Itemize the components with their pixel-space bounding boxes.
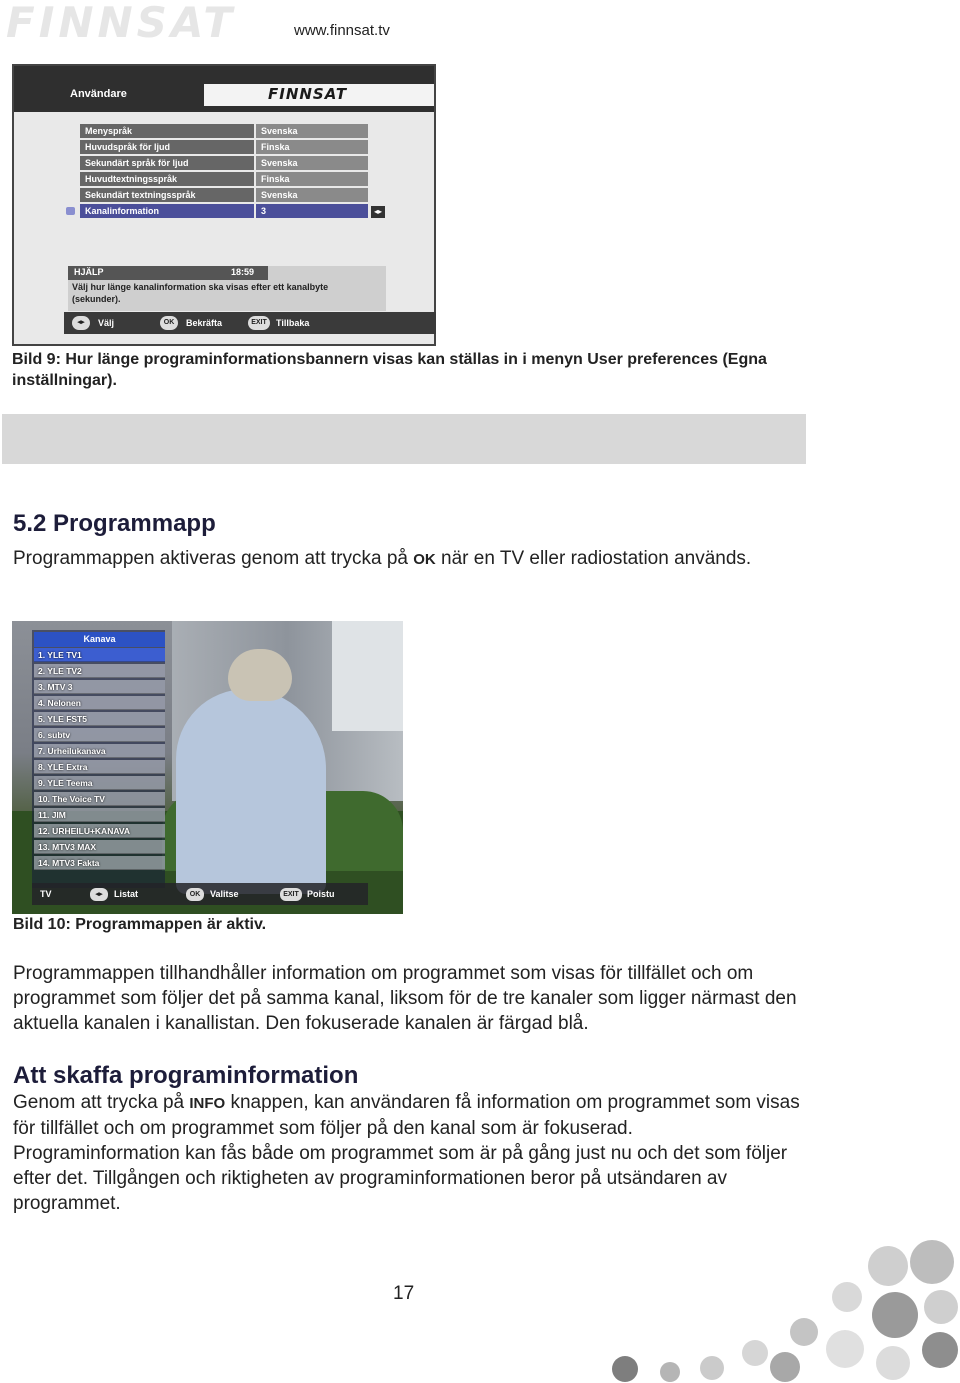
menu-row[interactable] [80, 156, 368, 170]
ok-key-label: OK [413, 551, 436, 568]
channel-item[interactable]: 5. YLE FST5 [34, 712, 165, 726]
value-arrows-icon[interactable]: ◂▸ [371, 206, 385, 218]
footer-select-label: Valitse [210, 889, 239, 899]
footer-mode-label: TV [40, 889, 52, 899]
footer-exit-label: Poistu [307, 889, 335, 899]
website-url: www.finnsat.tv [294, 22, 390, 39]
exit-button-icon[interactable]: EXIT [280, 888, 302, 901]
footer-select-label: Välj [98, 318, 115, 328]
channel-item[interactable]: 14. MTV3 Fakta [34, 856, 165, 870]
channel-item[interactable]: 11. JIM [34, 808, 165, 822]
channel-item-selected[interactable]: 1. YLE TV1 [34, 648, 165, 662]
menu-brand: FINNSAT [268, 85, 348, 103]
info-key-label: INFO [189, 1095, 226, 1112]
menu-row-label: Sekundärt textningsspråk [80, 188, 254, 202]
section-intro [13, 546, 793, 572]
intro-text-after: när en TV eller radiostation används. [435, 548, 752, 569]
p3-text-after: knappen, kan användaren få information om programmet som visas för tillfället och om programmet som följer på den kanal som är fokuserad. Programinformation kan fås både om programmet som är på gång just nu och det som följer efter det. Tillgången och riktigheten av programinformationen beror på utsändaren av programmet. [13, 1092, 800, 1214]
menu-row[interactable] [80, 124, 368, 138]
channel-item[interactable]: 7. Urheilukanava [34, 744, 165, 758]
figure9-caption: Bild 9: Hur länge programinformationsbannern visas kan ställas in i menyn User preferences (Egna inställningar). [12, 351, 767, 389]
body-paragraph-info [13, 1090, 803, 1216]
list-arrows-icon[interactable]: ◂▸ [90, 888, 108, 901]
footer-lists-label: Listat [114, 889, 139, 899]
footer-confirm-label: Bekräfta [186, 318, 223, 328]
menu-row-value: Finska [256, 140, 368, 154]
p3-text-before: Genom att trycka på [13, 1092, 190, 1113]
menu-row[interactable] [80, 188, 368, 202]
gray-band-divider [2, 414, 806, 464]
menu-row-value: Finska [256, 172, 368, 186]
menu-row-label: Sekundärt språk för ljud [80, 156, 254, 170]
person-hair [228, 649, 292, 701]
channel-item[interactable]: 13. MTV3 MAX [34, 840, 165, 854]
subsection-heading: Att skaffa programinformation [13, 1062, 359, 1089]
menu-row-value: Svenska [256, 124, 368, 138]
section-heading: 5.2 Programmapp [13, 510, 216, 537]
finnsat-logo: FINNSAT [6, 0, 237, 47]
footer-back-label: Tillbaka [276, 318, 310, 328]
navigate-arrows-icon[interactable]: ◂▸ [72, 316, 90, 330]
program-app-screenshot [12, 621, 403, 914]
ok-button-icon[interactable]: OK [160, 316, 178, 330]
channel-item[interactable]: 8. YLE Extra [34, 760, 165, 774]
intro-text-before: Programmappen aktiveras genom att trycka på [13, 548, 414, 569]
selected-row-bullet-icon [66, 207, 75, 215]
channel-item[interactable]: 4. Nelonen [34, 696, 165, 710]
menu-row-selected[interactable] [80, 204, 368, 218]
figure10-caption: Bild 10: Programmappen är aktiv. [13, 916, 267, 933]
menu-row-label: Kanalinformation [80, 204, 254, 218]
menu-row-value: Svenska [256, 156, 368, 170]
menu-row[interactable] [80, 140, 368, 154]
body-paragraph: Programmappen tillhandhåller information om programmet som visas för tillfället och om programmet som följer det på samma kanal, liksom för de tre kanaler som ligger närmast den aktuella kanalen i kanallistan. Den fokuserade kanalen är färgad blå. [13, 963, 797, 1034]
person-figure [176, 689, 326, 894]
menu-row-value: 3 [256, 204, 368, 218]
help-text: Välj hur länge kanalinformation ska visas efter ett kanalbyte (sekunder). [72, 282, 329, 304]
menu-row-value: Svenska [256, 188, 368, 202]
channel-item[interactable]: 2. YLE TV2 [34, 664, 165, 678]
channel-item[interactable]: 3. MTV 3 [34, 680, 165, 694]
channel-item[interactable]: 10. The Voice TV [34, 792, 165, 806]
menu-row-label: Huvudspråk för ljud [80, 140, 254, 154]
settings-menu-screenshot [12, 64, 436, 346]
menu-row[interactable] [80, 172, 368, 186]
channel-item[interactable]: 9. YLE Teema [34, 776, 165, 790]
menu-window-title: Användare [70, 88, 127, 100]
help-time: 18:59 [231, 267, 255, 277]
menu-row-label: Menyspråk [80, 124, 254, 138]
help-title: HJÄLP [74, 267, 104, 277]
ok-button-icon[interactable]: OK [186, 888, 204, 901]
page-number: 17 [393, 1283, 415, 1304]
channel-item[interactable]: 6. subtv [34, 728, 165, 742]
background-window [332, 621, 403, 731]
channel-item[interactable]: 12. URHEILU+KANAVA [34, 824, 165, 838]
menu-row-label: Huvudtextningsspråk [80, 172, 254, 186]
exit-button-icon[interactable]: EXIT [248, 316, 270, 330]
channel-list-title: Kanava [34, 632, 165, 647]
